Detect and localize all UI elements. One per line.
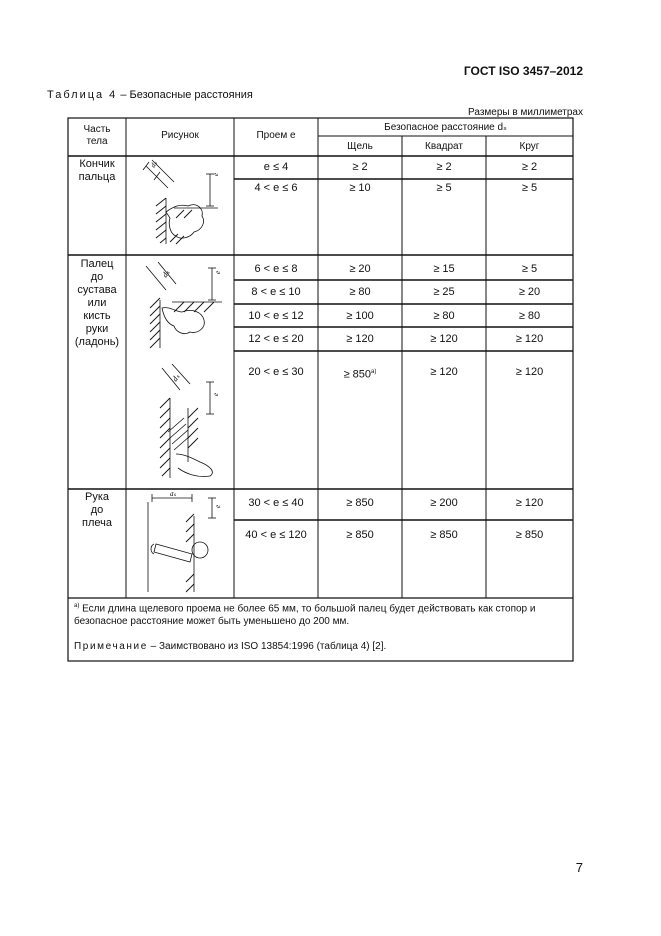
figure-fingertip-diagram [140,158,230,248]
group-label-line: руки [85,323,109,335]
group-label-line: плеча [82,517,112,529]
row-5-opening: 10 < e ≤ 12 [248,310,304,322]
row-4-slot: ≥ 80 [349,286,371,298]
row-8-opening: 30 < e ≤ 40 [248,497,304,509]
footnote-text: Если длина щелевого проема не более 65 мм, то большой палец будет действовать как стопор и безопасное расстояние может быть уменьшено до 200 мм. [74,603,536,628]
row-2-opening: 4 < e ≤ 6 [254,182,298,194]
row-8-round: ≥ 120 [515,497,544,509]
group-label-line: Палец [80,258,114,270]
row-4-square: ≥ 25 [433,286,455,298]
header-body-part-line2: тела [86,136,108,147]
row-3-square: ≥ 15 [433,263,455,275]
row-7-square: ≥ 120 [430,366,458,378]
row-3-round: ≥ 5 [521,263,538,275]
row-4-opening: 8 < e ≤ 10 [251,286,301,298]
group-label-line: или [87,297,107,309]
header-safety-distance: Безопасное расстояние dₛ [384,122,507,133]
group-arm [68,491,126,530]
figure-hand-slot-diagram [140,362,230,480]
row-9-slot: ≥ 850 [346,529,374,541]
row-2-slot: ≥ 10 [349,182,371,194]
row-1-slot: ≥ 2 [352,161,368,173]
row-6-round: ≥ 120 [515,333,544,345]
header-body-part [68,124,126,148]
row-7-slot-footnote-mark: a) [371,369,377,375]
row-1-square: ≥ 2 [436,161,452,173]
figure-label-e: e [214,270,222,274]
group-label-line: сустава [77,284,117,296]
row-8-slot: ≥ 850 [346,497,374,509]
row-7-slot [318,365,402,382]
row-3-slot: ≥ 20 [349,263,371,275]
header-opening: Проем e [256,130,296,141]
row-9-square: ≥ 850 [430,529,458,541]
units-note: Размеры в миллиметрах [468,107,583,118]
row-5-slot: ≥ 100 [346,310,374,322]
row-5-round: ≥ 80 [518,310,541,322]
figure-label-e: e [212,172,220,176]
figure-finger-hand-diagram [140,260,230,350]
figure-label-ds: dₛ [160,268,172,280]
figure-label-e: e [214,504,222,508]
table-footnote [74,600,564,628]
figure-label-ds: dₛ [149,159,160,170]
row-7-slot-value: ≥ 850 [343,368,372,381]
group-label-line: (ладонь) [74,336,120,348]
figure-arm-diagram [140,492,230,596]
figure-label-ds: dₛ [170,372,182,384]
table-note [74,641,386,652]
header-body-part-line1: Часть [83,124,111,135]
row-8-square: ≥ 200 [430,497,458,509]
group-label-line: до [90,504,104,516]
page-number: 7 [575,860,583,875]
group-label-line: кисть [83,310,111,322]
row-9-opening: 40 < e ≤ 120 [245,529,307,541]
row-6-square: ≥ 120 [430,333,458,345]
note-text: – Заимствовано из ISO 13854:1996 (таблица 4) [2]. [147,641,387,652]
figure-label-e: e [212,392,220,396]
row-4-round: ≥ 20 [518,286,541,298]
group-fingertip [68,158,126,184]
figure-label-ds: dₛ [170,492,177,498]
header-square: Квадрат [425,141,463,152]
note-label: Примечание [74,641,148,652]
group-label-line: пальца [78,171,116,183]
group-label-line: Кончик [79,158,115,170]
row-1-opening: e ≤ 4 [263,161,289,173]
document-standard-number: ГОСТ ISO 3457–2012 [463,64,583,78]
header-round: Круг [519,141,540,152]
header-figure: Рисунок [161,130,199,141]
footnote-mark: a) [74,603,80,609]
table-caption-text: – Безопасные расстояния [117,89,253,101]
header-slot: Щель [347,141,373,152]
table-caption-label: Таблица 4 [47,89,118,101]
row-6-opening: 12 < e ≤ 20 [248,333,304,345]
row-3-opening: 6 < e ≤ 8 [254,263,298,275]
row-2-round: ≥ 5 [521,182,538,194]
row-5-square: ≥ 80 [433,310,455,322]
row-2-square: ≥ 5 [436,182,452,194]
row-9-round: ≥ 850 [515,529,544,541]
row-7-opening: 20 < e ≤ 30 [248,366,304,378]
group-label-line: Рука [84,491,109,503]
group-label-line: до [90,271,104,283]
row-6-slot: ≥ 120 [346,333,374,345]
row-1-round: ≥ 2 [521,161,538,173]
row-7-round: ≥ 120 [515,366,544,378]
group-finger-hand [68,258,126,349]
